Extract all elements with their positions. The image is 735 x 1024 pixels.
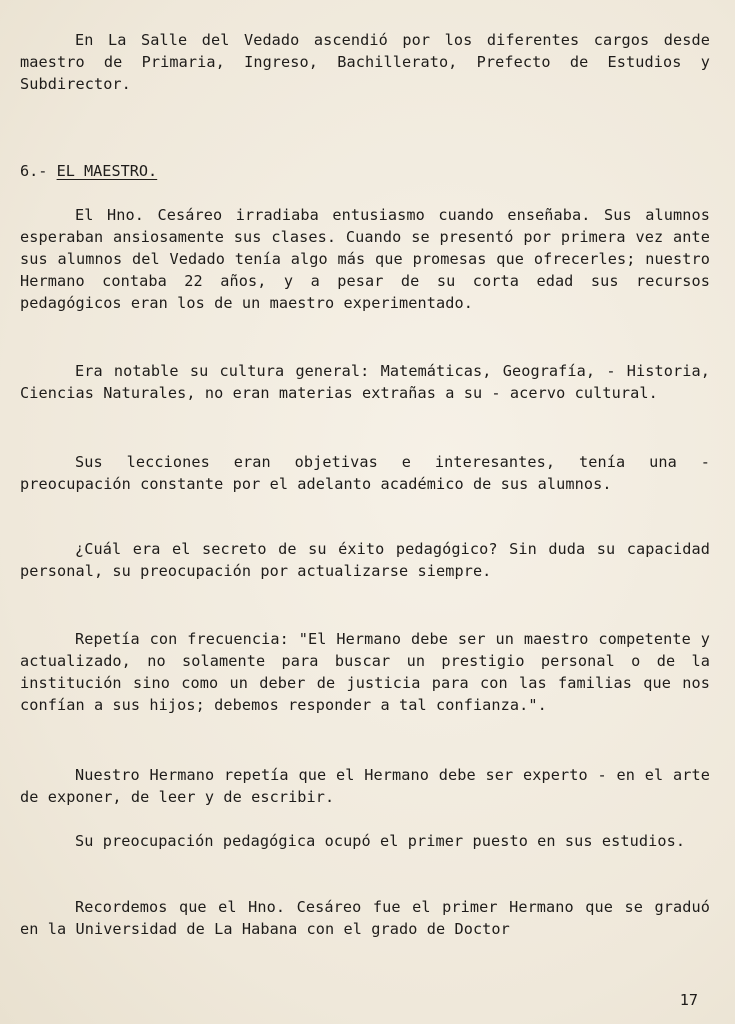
paragraph-lecciones: Sus lecciones eran objetivas e interesantes, tenía una - preocupación constante por el adelanto académico de sus alumnos.: [20, 453, 710, 493]
paragraph-la-salle-cargos: En La Salle del Vedado ascendió por los diferentes cargos desde maestro de Primaria, Ingreso, Bachillerato, Prefecto de Estudios y Subdirector.: [20, 31, 710, 93]
page-number: 17: [679, 991, 698, 1009]
paragraph-graduado: Recordemos que el Hno. Cesáreo fue el primer Hermano que se graduó en la Universidad de La Habana con el grado de Doctor: [20, 898, 710, 938]
section-title: EL MAESTRO.: [56, 162, 158, 180]
section-heading: [20, 160, 157, 182]
paragraph-entusiasmo: El Hno. Cesáreo irradiaba entusiasmo cuando enseñaba. Sus alumnos esperaban ansiosamente sus clases. Cuando se presentó por primera vez ante sus alumnos del Vedado tenía algo más que promesas que ofrecerles; nuestro Hermano contaba 22 años, y a pesar de su corta edad sus recursos pedagógicos eran los de un maestro experimentado.: [20, 206, 710, 312]
section-number: 6.-: [20, 162, 48, 180]
paragraph-experto: Nuestro Hermano repetía que el Hermano debe ser experto - en el arte de exponer, de leer y de escribir.: [20, 766, 710, 806]
paragraph-cultura-general: Era notable su cultura general: Matemáticas, Geografía, - Historia, Ciencias Naturales, no eran materias extrañas a su - acervo cultural.: [20, 362, 710, 402]
paragraph-cita-hermano: Repetía con frecuencia: "El Hermano debe ser un maestro competente y actualizado, no solamente para buscar un prestigio personal o de la institución sino como un deber de justicia para con las familias que nos confían a sus hijos; debemos responder a tal confianza.".: [20, 630, 710, 714]
paragraph-secreto-exito: ¿Cuál era el secreto de su éxito pedagógico? Sin duda su capacidad personal, su preocupación por actualizarse siempre.: [20, 540, 710, 580]
paragraph-preocupacion: Su preocupación pedagógica ocupó el primer puesto en sus estudios.: [75, 832, 686, 850]
